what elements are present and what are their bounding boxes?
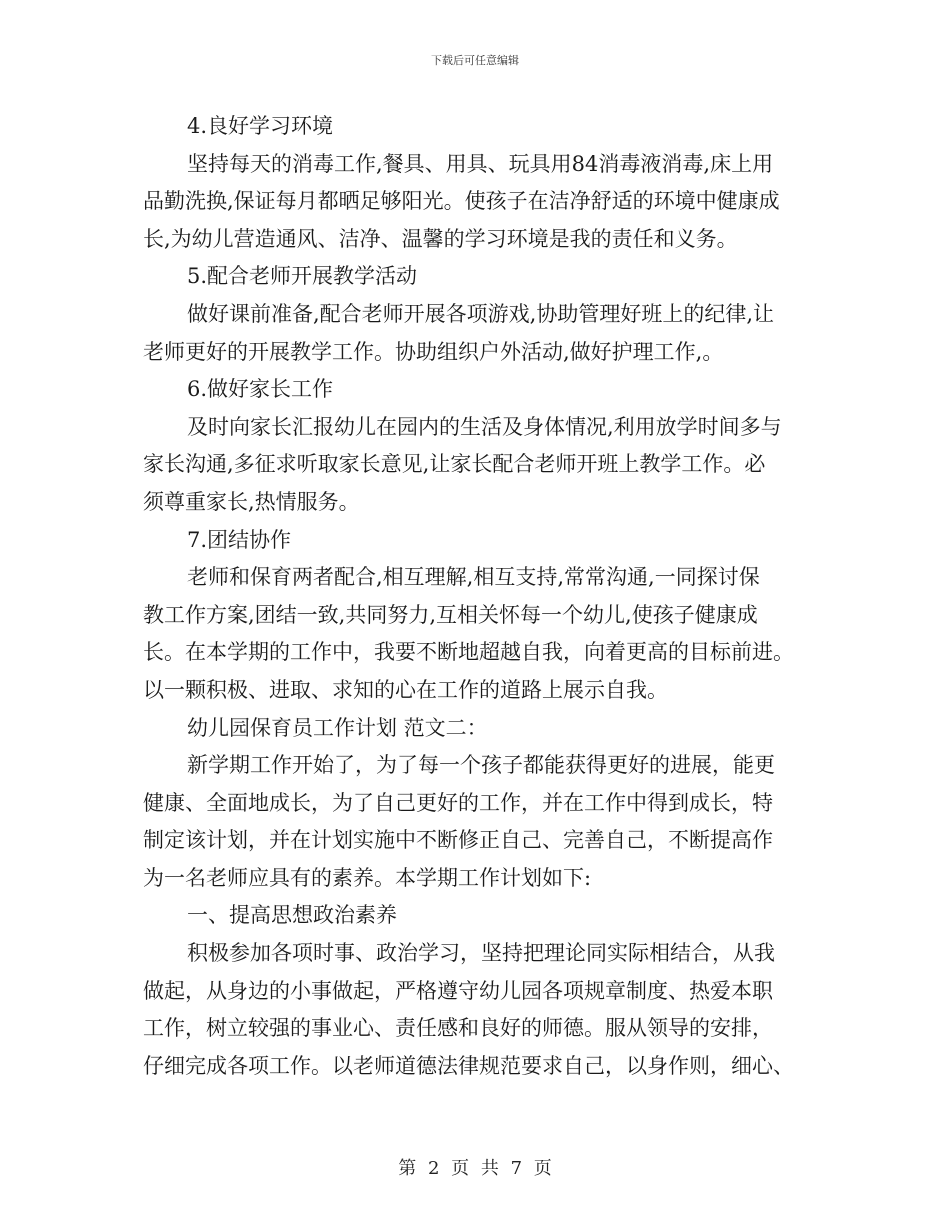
text-line: 一、提高思想政治素养 (187, 903, 397, 928)
text-line: 及时向家长汇报幼儿在园内的生活及身体情况,利用放学时间多与 (187, 414, 782, 439)
text-line: 以一颗积极、进取、求知的心在工作的道路上展示自我。 (143, 677, 668, 702)
text-line: 教工作方案,团结一致,共同努力,互相关怀每一个幼儿,使孩子健康成 (143, 602, 758, 627)
page-header: 下载后可任意编辑 (431, 54, 519, 67)
text-line: 7.团结协作 (187, 527, 292, 552)
text-line: 做好课前准备,配合老师开展各项游戏,协助管理好班上的纪律,让 (187, 301, 775, 326)
text-line: 仔细完成各项工作。以老师道德法律规范要求自己，以身作则，细心、 (143, 1053, 794, 1078)
page-number: 第 2 页 共 7 页 (398, 1158, 552, 1179)
text-line: 品勤洗换,保证每月都晒足够阳光。使孩子在洁净舒适的环境中健康成 (143, 189, 780, 214)
text-line: 6.做好家长工作 (187, 377, 334, 402)
text-line: 做起，从身边的小事做起，严格遵守幼儿园各项规章制度、热爱本职 (143, 978, 773, 1003)
text-line: 老师和保育两者配合,相互理解,相互支持,常常沟通,一同探讨保 (187, 565, 760, 590)
text-line: 长,为幼儿营造通风、洁净、温馨的学习环境是我的责任和义务。 (143, 226, 738, 251)
text-line: 5.配合老师开展教学活动 (187, 264, 418, 289)
text-line: 家长沟通,多征求听取家长意见,让家长配合老师开班上教学工作。必 (143, 452, 766, 477)
text-line: 4.良好学习环境 (187, 114, 334, 138)
text-line: 健康、全面地成长，为了自己更好的工作，并在工作中得到成长，特 (143, 790, 773, 815)
text-line: 为一名老师应具有的素养。本学期工作计划如下: (143, 865, 592, 890)
text-line: 须尊重家长,热情服务。 (143, 489, 360, 514)
text-line: 坚持每天的消毒工作,餐具、用具、玩具用84消毒液消毒,床上用 (187, 151, 774, 176)
text-line: 积极参加各项时事、政治学习，坚持把理论同实际相结合，从我 (187, 941, 775, 966)
text-line: 长。在本学期的工作中，我要不断地超越自我，向着更高的目标前进。 (143, 640, 794, 665)
document-body (143, 108, 807, 1085)
text-line: 制定该计划，并在计划实施中不断修正自己、完善自己，不断提高作 (143, 828, 773, 853)
text-line: 新学期工作开始了，为了每一个孩子都能获得更好的进展，能更 (187, 753, 775, 778)
text-line: 老师更好的开展教学工作。协助组织户外活动,做好护理工作,。 (143, 339, 724, 364)
text-line: 工作，树立较强的事业心、责任感和良好的师德。服从领导的安排， (143, 1016, 773, 1041)
text-line: 幼儿园保育员工作计划 范文二： (187, 715, 488, 740)
